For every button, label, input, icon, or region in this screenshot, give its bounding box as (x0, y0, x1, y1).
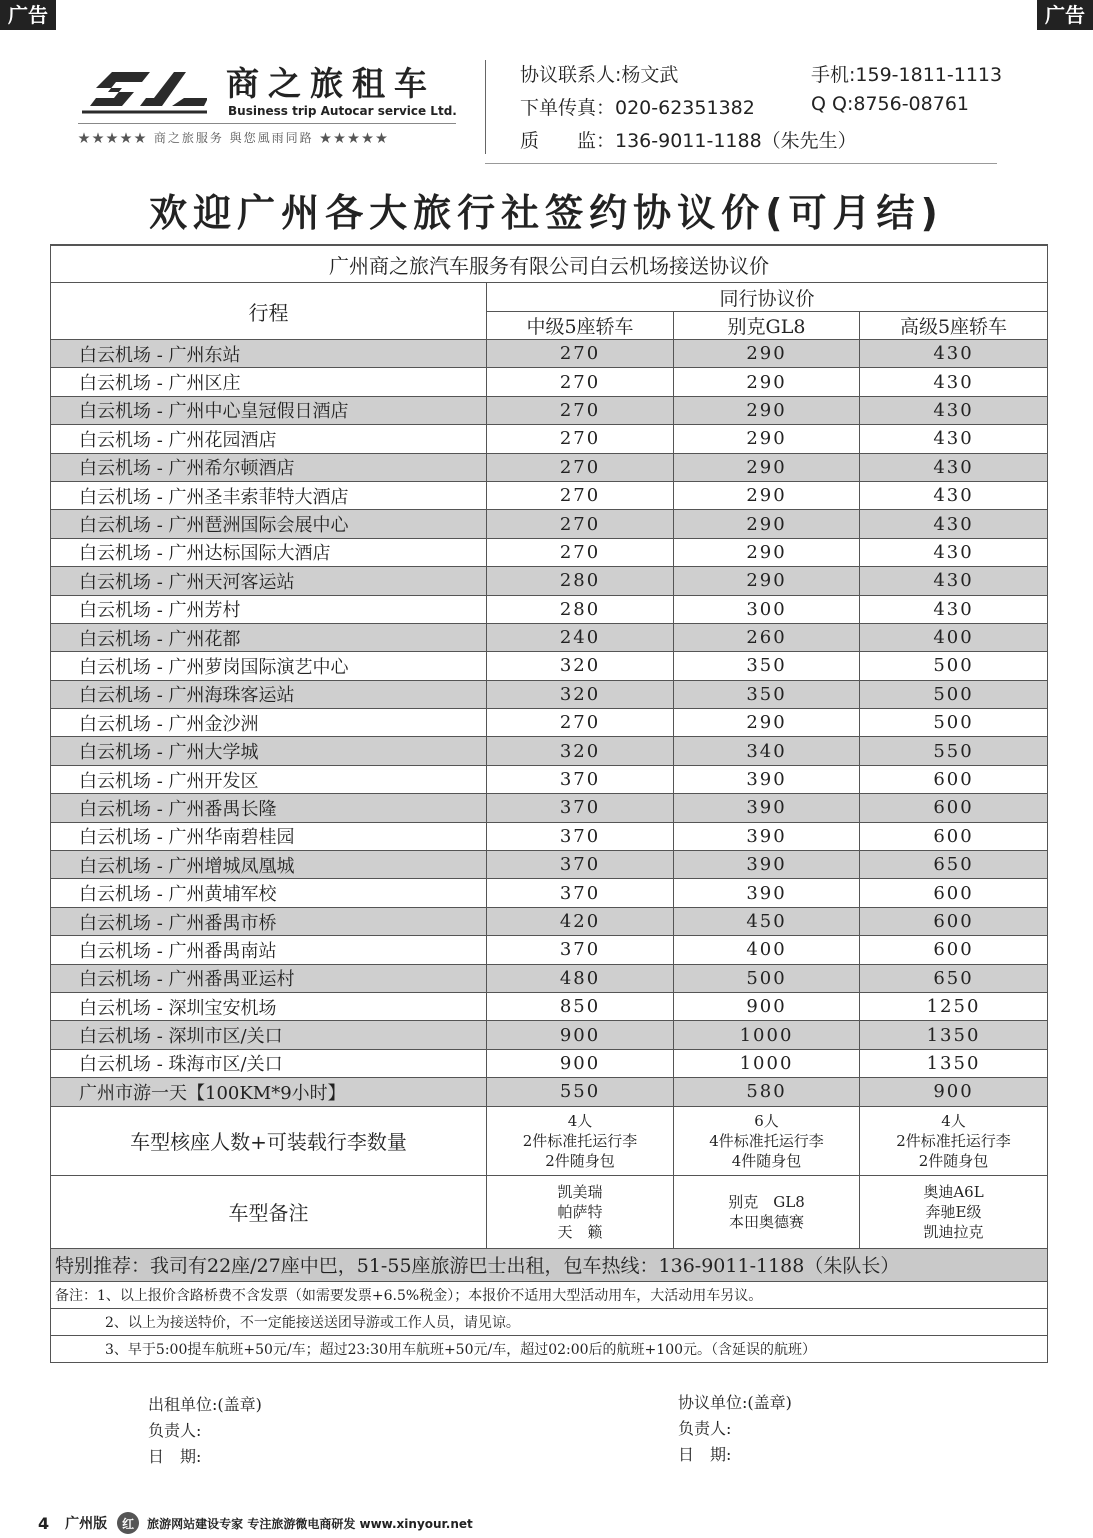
model-mid-3: 天 籁 (557, 1222, 603, 1241)
price-mid-cell: 420 (487, 907, 674, 935)
route-cell: 白云机场 - 广州达标国际大酒店 (51, 538, 487, 566)
route-cell: 白云机场 - 广州海珠客运站 (51, 680, 487, 708)
price-high-cell: 600 (860, 822, 1048, 850)
price-gl8-cell: 400 (674, 936, 860, 964)
price-mid-cell: 480 (487, 964, 674, 992)
price-gl8-cell: 390 (674, 794, 860, 822)
route-cell: 白云机场 - 广州番禺亚运村 (51, 964, 487, 992)
table-caption: 广州商之旅汽车服务有限公司白云机场接送协议价 (51, 245, 1048, 283)
capacity-label: 车型核座人数+可装载行李数量 (51, 1106, 487, 1175)
price-gl8-cell: 390 (674, 765, 860, 793)
header (78, 52, 1038, 162)
price-gl8-cell: 260 (674, 623, 860, 651)
contact-qq: Q Q:8756-08761 (811, 93, 970, 115)
capacity-high-luggage: 2件标准托运行李 (896, 1131, 1011, 1150)
note-2: 2、以上为接送特价，不一定能接送送团导游或工作人员，请见谅。 (51, 1308, 1048, 1335)
price-mid-cell: 900 (487, 1021, 674, 1049)
client-unit: 协议单位:(盖章) (678, 1393, 792, 1412)
models-high (860, 1175, 1048, 1248)
price-mid-cell: 270 (487, 453, 674, 481)
table-row (51, 652, 1048, 680)
signature-client (678, 1390, 792, 1468)
price-mid-cell: 320 (487, 652, 674, 680)
price-high-cell: 900 (860, 1078, 1048, 1106)
price-high-cell: 600 (860, 794, 1048, 822)
route-cell: 白云机场 - 广州花都 (51, 623, 487, 651)
price-mid-cell: 280 (487, 595, 674, 623)
price-high-cell: 650 (860, 964, 1048, 992)
price-gl8-cell: 290 (674, 396, 860, 424)
price-high-cell: 500 (860, 652, 1048, 680)
capacity-mid-luggage: 2件标准托运行李 (522, 1131, 638, 1150)
model-mid-1: 凯美瑞 (557, 1182, 603, 1201)
price-mid-cell: 550 (487, 1078, 674, 1106)
contact-fax: 下单传真：020-62351382 (520, 97, 755, 119)
models-mid (487, 1175, 674, 1248)
price-high-cell: 550 (860, 737, 1048, 765)
signature-lessor (148, 1392, 262, 1470)
price-mid-cell: 270 (487, 538, 674, 566)
price-gl8-cell: 290 (674, 538, 860, 566)
capacity-high-seats: 4人 (941, 1111, 966, 1130)
price-mid-cell: 320 (487, 737, 674, 765)
lessor-date: 日 期: (148, 1447, 202, 1466)
price-gl8-cell: 350 (674, 652, 860, 680)
price-mid-cell: 850 (487, 992, 674, 1020)
model-high-3: 凯迪拉克 (923, 1222, 984, 1241)
price-high-cell: 600 (860, 879, 1048, 907)
price-high-cell: 400 (860, 623, 1048, 651)
route-cell: 白云机场 - 广州圣丰索菲特大酒店 (51, 481, 487, 509)
table-row (51, 368, 1048, 396)
route-header: 行程 (51, 283, 487, 340)
model-gl8-2: 本田奥德赛 (728, 1212, 804, 1231)
table-row (51, 709, 1048, 737)
capacity-mid (487, 1106, 674, 1175)
ad-tag-left: 广告 (0, 0, 56, 30)
price-high-cell: 600 (860, 936, 1048, 964)
price-high-cell: 600 (860, 765, 1048, 793)
price-high-cell: 430 (860, 453, 1048, 481)
model-high-2: 奔驰E级 (925, 1202, 982, 1221)
price-mid-cell: 270 (487, 481, 674, 509)
price-gl8-cell: 290 (674, 340, 860, 368)
route-cell: 白云机场 - 广州增城凤凰城 (51, 851, 487, 879)
note-1: 备注：1、以上报价含路桥费不含发票（如需要发票+6.5%税金）；本报价不适用大型活动用车，大活动用车另议。 (51, 1281, 1048, 1308)
footer (38, 1512, 473, 1534)
price-mid-cell: 240 (487, 623, 674, 651)
price-gl8-cell: 290 (674, 368, 860, 396)
column-header-gl8: 别克GL8 (674, 312, 860, 340)
table-row (51, 396, 1048, 424)
table-row (51, 992, 1048, 1020)
price-high-cell: 430 (860, 425, 1048, 453)
table-row (51, 936, 1048, 964)
route-cell: 白云机场 - 广州黄埔军校 (51, 879, 487, 907)
price-gl8-cell: 1000 (674, 1049, 860, 1077)
price-high-cell: 500 (860, 709, 1048, 737)
special-recommendation: 特别推荐：我司有22座/27座中巴，51-55座旅游巴士出租，包车热线：136-9011-1188（朱队长） (51, 1248, 1048, 1281)
models-gl8 (674, 1175, 860, 1248)
price-high-cell: 500 (860, 680, 1048, 708)
models-label: 车型备注 (51, 1175, 487, 1248)
price-mid-cell: 370 (487, 765, 674, 793)
note-3: 3、早于5:00提车航班+50元/车；超过23:30用车航班+50元/车，超过02:00后的航班+100元。（含延误的航班） (51, 1335, 1048, 1362)
contact-person: 协议联系人:杨文武 (520, 64, 679, 86)
route-cell: 白云机场 - 广州东站 (51, 340, 487, 368)
capacity-gl8-bags: 4件随身包 (731, 1151, 802, 1170)
brand-icon: 红 (117, 1512, 139, 1534)
price-gl8-cell: 290 (674, 453, 860, 481)
price-gl8-cell: 290 (674, 567, 860, 595)
logo-divider (78, 123, 456, 124)
capacity-gl8 (674, 1106, 860, 1175)
route-cell: 白云机场 - 广州花园酒店 (51, 425, 487, 453)
route-cell: 白云机场 - 广州开发区 (51, 765, 487, 793)
table-row (51, 765, 1048, 793)
table-row (51, 851, 1048, 879)
table-row (51, 1049, 1048, 1077)
price-high-cell: 430 (860, 481, 1048, 509)
price-gl8-cell: 350 (674, 680, 860, 708)
contact-supervision: 质 监：136-9011-1188（朱先生） (520, 130, 857, 152)
price-gl8-cell: 390 (674, 879, 860, 907)
column-header-high: 高级5座轿车 (860, 312, 1048, 340)
price-high-cell: 650 (860, 851, 1048, 879)
price-mid-cell: 370 (487, 794, 674, 822)
lessor-unit: 出租单位:(盖章) (148, 1395, 262, 1414)
price-gl8-cell: 500 (674, 964, 860, 992)
price-mid-cell: 370 (487, 822, 674, 850)
capacity-gl8-luggage: 4件标准托运行李 (709, 1131, 824, 1150)
price-gl8-cell: 290 (674, 425, 860, 453)
page-number: 4 (38, 1513, 50, 1533)
route-cell: 白云机场 - 珠海市区/关口 (51, 1049, 487, 1077)
route-cell: 白云机场 - 广州天河客运站 (51, 567, 487, 595)
column-header-mid: 中级5座轿车 (487, 312, 674, 340)
table-row (51, 453, 1048, 481)
price-mid-cell: 270 (487, 425, 674, 453)
price-gl8-cell: 1000 (674, 1021, 860, 1049)
capacity-high (860, 1106, 1048, 1175)
table-row (51, 567, 1048, 595)
price-high-cell: 430 (860, 368, 1048, 396)
price-high-cell: 430 (860, 595, 1048, 623)
ad-tag-right: 广告 (1037, 0, 1093, 30)
table-row (51, 538, 1048, 566)
price-mid-cell: 320 (487, 680, 674, 708)
price-gl8-cell: 390 (674, 822, 860, 850)
edition-label: 广州版 (65, 1516, 108, 1532)
price-mid-cell: 270 (487, 709, 674, 737)
route-cell: 白云机场 - 广州金沙洲 (51, 709, 487, 737)
table-row (51, 595, 1048, 623)
price-high-cell: 1250 (860, 992, 1048, 1020)
price-gl8-cell: 300 (674, 595, 860, 623)
price-high-cell: 430 (860, 567, 1048, 595)
lessor-person: 负责人: (148, 1421, 202, 1440)
capacity-mid-bags: 2件随身包 (545, 1151, 615, 1170)
route-cell: 白云机场 - 深圳市区/关口 (51, 1021, 487, 1049)
price-high-cell: 430 (860, 510, 1048, 538)
price-mid-cell: 370 (487, 879, 674, 907)
table-row (51, 510, 1048, 538)
price-mid-cell: 270 (487, 510, 674, 538)
price-mid-cell: 270 (487, 396, 674, 424)
route-cell: 白云机场 - 广州大学城 (51, 737, 487, 765)
header-rule (485, 163, 997, 164)
page-title: 欢迎广州各大旅行社签约协议价(可月结) (149, 191, 944, 235)
logo-name: 商之旅租车 (226, 64, 436, 103)
price-mid-cell: 370 (487, 851, 674, 879)
price-mid-cell: 270 (487, 340, 674, 368)
route-cell: 白云机场 - 广州中心皇冠假日酒店 (51, 396, 487, 424)
table-row (51, 737, 1048, 765)
price-group-header: 同行协议价 (487, 283, 1048, 312)
logo-icon (82, 58, 207, 118)
table-row (51, 907, 1048, 935)
table-row (51, 340, 1048, 368)
price-gl8-cell: 290 (674, 709, 860, 737)
price-high-cell: 1350 (860, 1049, 1048, 1077)
route-cell: 白云机场 - 广州番禺市桥 (51, 907, 487, 935)
price-gl8-cell: 290 (674, 510, 860, 538)
price-gl8-cell: 290 (674, 481, 860, 509)
table-row (51, 964, 1048, 992)
route-cell: 白云机场 - 广州希尔顿酒店 (51, 453, 487, 481)
capacity-gl8-seats: 6人 (754, 1111, 779, 1130)
capacity-mid-seats: 4人 (567, 1111, 593, 1130)
table-row (51, 680, 1048, 708)
model-mid-2: 帕萨特 (557, 1202, 603, 1221)
price-mid-cell: 270 (487, 368, 674, 396)
price-high-cell: 430 (860, 340, 1048, 368)
table-row (51, 794, 1048, 822)
route-cell: 白云机场 - 广州区庄 (51, 368, 487, 396)
table-row (51, 1021, 1048, 1049)
price-gl8-cell: 900 (674, 992, 860, 1020)
price-gl8-cell: 340 (674, 737, 860, 765)
route-cell: 白云机场 - 广州萝岗国际演艺中心 (51, 652, 487, 680)
price-table (50, 244, 1048, 1363)
capacity-high-bags: 2件随身包 (918, 1151, 989, 1170)
price-high-cell: 600 (860, 907, 1048, 935)
price-gl8-cell: 390 (674, 851, 860, 879)
price-high-cell: 430 (860, 538, 1048, 566)
table-row (51, 1078, 1048, 1106)
price-high-cell: 1350 (860, 1021, 1048, 1049)
price-mid-cell: 900 (487, 1049, 674, 1077)
table-row (51, 879, 1048, 907)
price-gl8-cell: 450 (674, 907, 860, 935)
header-divider (485, 60, 486, 154)
route-cell: 白云机场 - 广州番禺长隆 (51, 794, 487, 822)
model-gl8-1: 别克 GL8 (728, 1192, 805, 1211)
table-row (51, 425, 1048, 453)
footer-slogan: 旅游网站建设专家 专注旅游微电商研发 www.xinyour.net (147, 1516, 473, 1531)
route-cell: 白云机场 - 广州芳村 (51, 595, 487, 623)
logo-english: Business trip Autocar service Ltd. (228, 104, 457, 118)
logo-slogan: ★★★★★ 商之旅服务 與您風雨同路 ★★★★★ (78, 131, 390, 145)
model-high-1: 奥迪A6L (923, 1182, 984, 1201)
price-mid-cell: 280 (487, 567, 674, 595)
route-cell: 广州市游一天【100KM*9小时】 (51, 1078, 487, 1106)
price-mid-cell: 370 (487, 936, 674, 964)
route-cell: 白云机场 - 深圳宝安机场 (51, 992, 487, 1020)
client-person: 负责人: (678, 1419, 732, 1438)
table-row (51, 481, 1048, 509)
table-row (51, 623, 1048, 651)
route-cell: 白云机场 - 广州琶洲国际会展中心 (51, 510, 487, 538)
client-date: 日 期: (678, 1445, 732, 1464)
route-cell: 白云机场 - 广州番禺南站 (51, 936, 487, 964)
table-row (51, 822, 1048, 850)
route-cell: 白云机场 - 广州华南碧桂园 (51, 822, 487, 850)
contact-mobile: 手机:159-1811-1113 (811, 64, 1003, 86)
price-gl8-cell: 580 (674, 1078, 860, 1106)
price-high-cell: 430 (860, 396, 1048, 424)
